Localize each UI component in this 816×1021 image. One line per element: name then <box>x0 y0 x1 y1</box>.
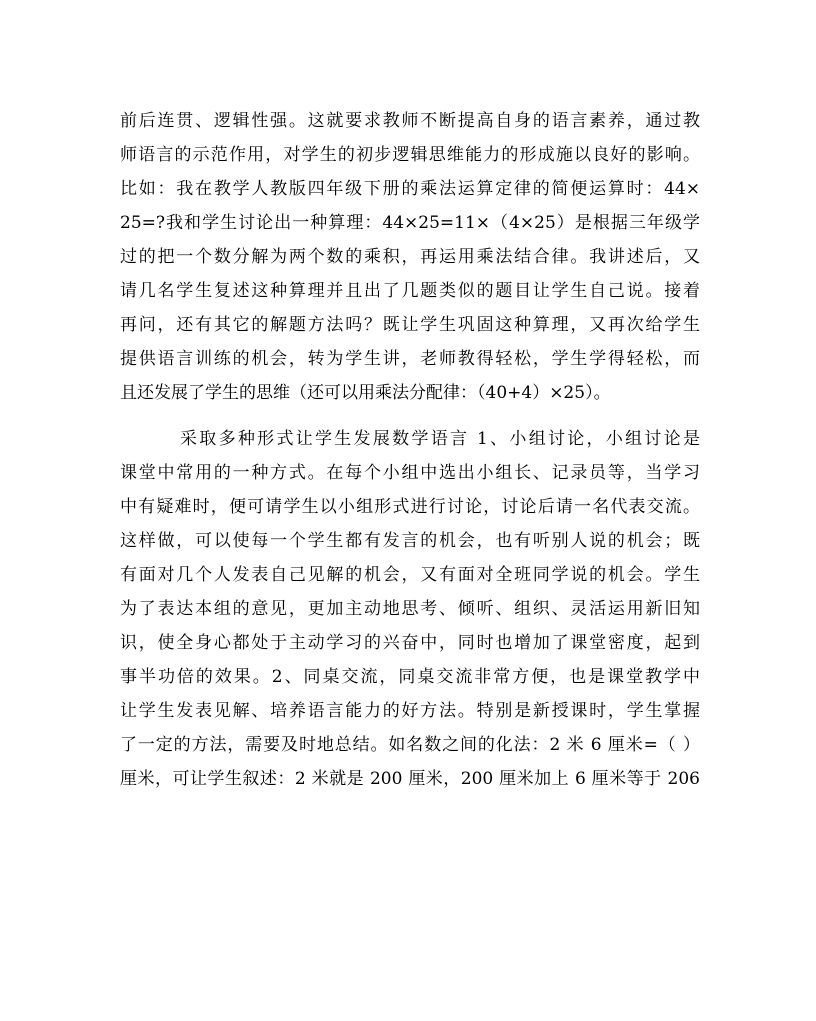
text-line: 了一定的方法，需要及时地总结。如名数之间的化法：2 米 6 厘米=（ ） <box>120 735 700 755</box>
text-line: 采取多种形式让学生发展数学语言 1、小组讨论，小组讨论是 <box>180 429 700 449</box>
text-line: 识，使全身心都处于主动学习的兴奋中，同时也增加了课堂密度，起到 <box>120 633 700 653</box>
text-line: 师语言的示范作用，对学生的初步逻辑思维能力的形成施以良好的影响。 <box>120 145 700 165</box>
text-line: 25=?我和学生讨论出一种算理：44×25=11×（4×25）是根据三年级学 <box>120 213 700 233</box>
text-line: 课堂中常用的一种方式。在每个小组中选出小组长、记录员等，当学习 <box>120 463 700 483</box>
text-line: 中有疑难时，便可请学生以小组形式进行讨论，讨论后请一名代表交流。 <box>120 497 700 517</box>
paragraph-2 <box>120 422 700 796</box>
paragraph-gap <box>120 410 700 422</box>
text-line: 这样做，可以使每一个学生都有发言的机会，也有听别人说的机会；既 <box>120 531 700 551</box>
text-line: 让学生发表见解、培养语言能力的好方法。特别是新授课时，学生掌握 <box>120 701 700 721</box>
paragraph-1 <box>120 104 700 410</box>
text-line: 前后连贯、逻辑性强。这就要求教师不断提高自身的语言素养，通过教 <box>120 111 700 131</box>
text-line: 再问，还有其它的解题方法吗？既让学生巩固这种算理，又再次给学生 <box>120 315 700 335</box>
text-line: 厘米，可让学生叙述：2 米就是 200 厘米，200 厘米加上 6 厘米等于 206 <box>120 769 700 789</box>
text-line: 为了表达本组的意见，更加主动地思考、倾听、组织、灵活运用新旧知 <box>120 599 700 619</box>
text-line: 比如：我在教学人教版四年级下册的乘法运算定律的简便运算时：44× <box>120 179 700 199</box>
text-line: 事半功倍的效果。2、同桌交流，同桌交流非常方便，也是课堂教学中 <box>120 667 700 687</box>
document-body <box>120 104 700 796</box>
text-line: 提供语言训练的机会，转为学生讲，老师教得轻松，学生学得轻松，而 <box>120 349 700 369</box>
text-line: 请几名学生复述这种算理并且出了几题类似的题目让学生自己说。接着 <box>120 281 700 301</box>
text-line: 且还发展了学生的思维（还可以用乘法分配律：（40+4）×25）。 <box>120 383 611 403</box>
text-line: 过的把一个数分解为两个数的乘积，再运用乘法结合律。我讲述后，又 <box>120 247 700 267</box>
text-line: 有面对几个人发表自己见解的机会，又有面对全班同学说的机会。学生 <box>120 565 700 585</box>
